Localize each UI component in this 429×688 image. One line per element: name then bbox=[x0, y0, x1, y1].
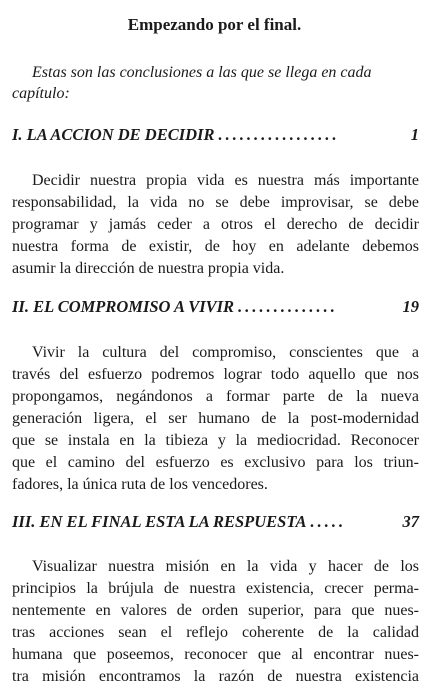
paragraph-line: nentemente en valores de orden superior, para que nues- bbox=[12, 602, 419, 619]
chapter-heading-2 bbox=[12, 296, 419, 318]
chapter-page-number: 37 bbox=[402, 512, 419, 531]
chapter-heading-1 bbox=[12, 124, 419, 146]
paragraph-line: fadores, la única ruta de los vencedores. bbox=[12, 476, 268, 493]
chapter-title: I. LA ACCION DE DECIDIR bbox=[12, 125, 215, 144]
paragraph-line: que se instala en la tibieza y la mediocridad. Reconocer bbox=[12, 432, 419, 449]
paragraph-line: principios la brújula de nuestra existencia, crecer perma- bbox=[12, 580, 419, 597]
intro-text: Estas son las conclusiones a las que se llega en cada capítulo: bbox=[12, 64, 372, 102]
leader-dots: ..... bbox=[310, 512, 347, 531]
paragraph-line: que el camino del esfuerzo es exclusivo para los triun- bbox=[12, 454, 419, 471]
leader-dots: .............. bbox=[238, 297, 338, 316]
paragraph-line: asumir la dirección de nuestra propia vida. bbox=[12, 260, 285, 277]
paragraph-line: través del esfuerzo podremos lograr todo aquello que nos bbox=[12, 366, 419, 383]
paragraph-line: humana que poseemos, reconocer que al encontrar nues- bbox=[12, 646, 419, 663]
paragraph-line: Decidir nuestra propia vida es nuestra más importante bbox=[32, 172, 419, 189]
leader-dots: ................. bbox=[218, 125, 340, 144]
paragraph-line: responsabilidad, la vida no se debe improvisar, se debe bbox=[12, 194, 419, 211]
paragraph-line: nuestra forma de existir, de hoy en adelante debemos bbox=[12, 238, 419, 255]
paragraph-line: propongamos, negándonos a formar parte de la nueva bbox=[12, 388, 419, 405]
chapter-heading-3 bbox=[12, 511, 419, 533]
chapter-page-number: 1 bbox=[410, 125, 419, 144]
paragraph-line: tras acciones sean el reflejo coherente de la calidad bbox=[12, 624, 419, 641]
chapter-title: III. EN EL FINAL ESTA LA RESPUESTA bbox=[12, 512, 307, 531]
chapter-summary-2 bbox=[12, 342, 419, 496]
paragraph-line: Vivir la cultura del compromiso, conscientes que a bbox=[32, 344, 419, 361]
paragraph-line: tra misión encontramos la razón de nuestra existencia bbox=[12, 668, 419, 685]
chapter-summary-3 bbox=[12, 556, 419, 688]
page-title: Empezando por el final. bbox=[127, 15, 302, 34]
paragraph-line: generación ligera, el ser humano de la post-modernidad bbox=[12, 410, 419, 427]
chapter-page-number: 19 bbox=[402, 297, 419, 316]
chapter-summary-1 bbox=[12, 170, 419, 280]
chapter-title: II. EL COMPROMISO A VIVIR bbox=[12, 297, 235, 316]
paragraph-line: programar y jamás ceder a otros el derecho de decidir bbox=[12, 216, 419, 233]
paragraph-line: Visualizar nuestra misión en la vida y hacer de los bbox=[32, 558, 419, 575]
